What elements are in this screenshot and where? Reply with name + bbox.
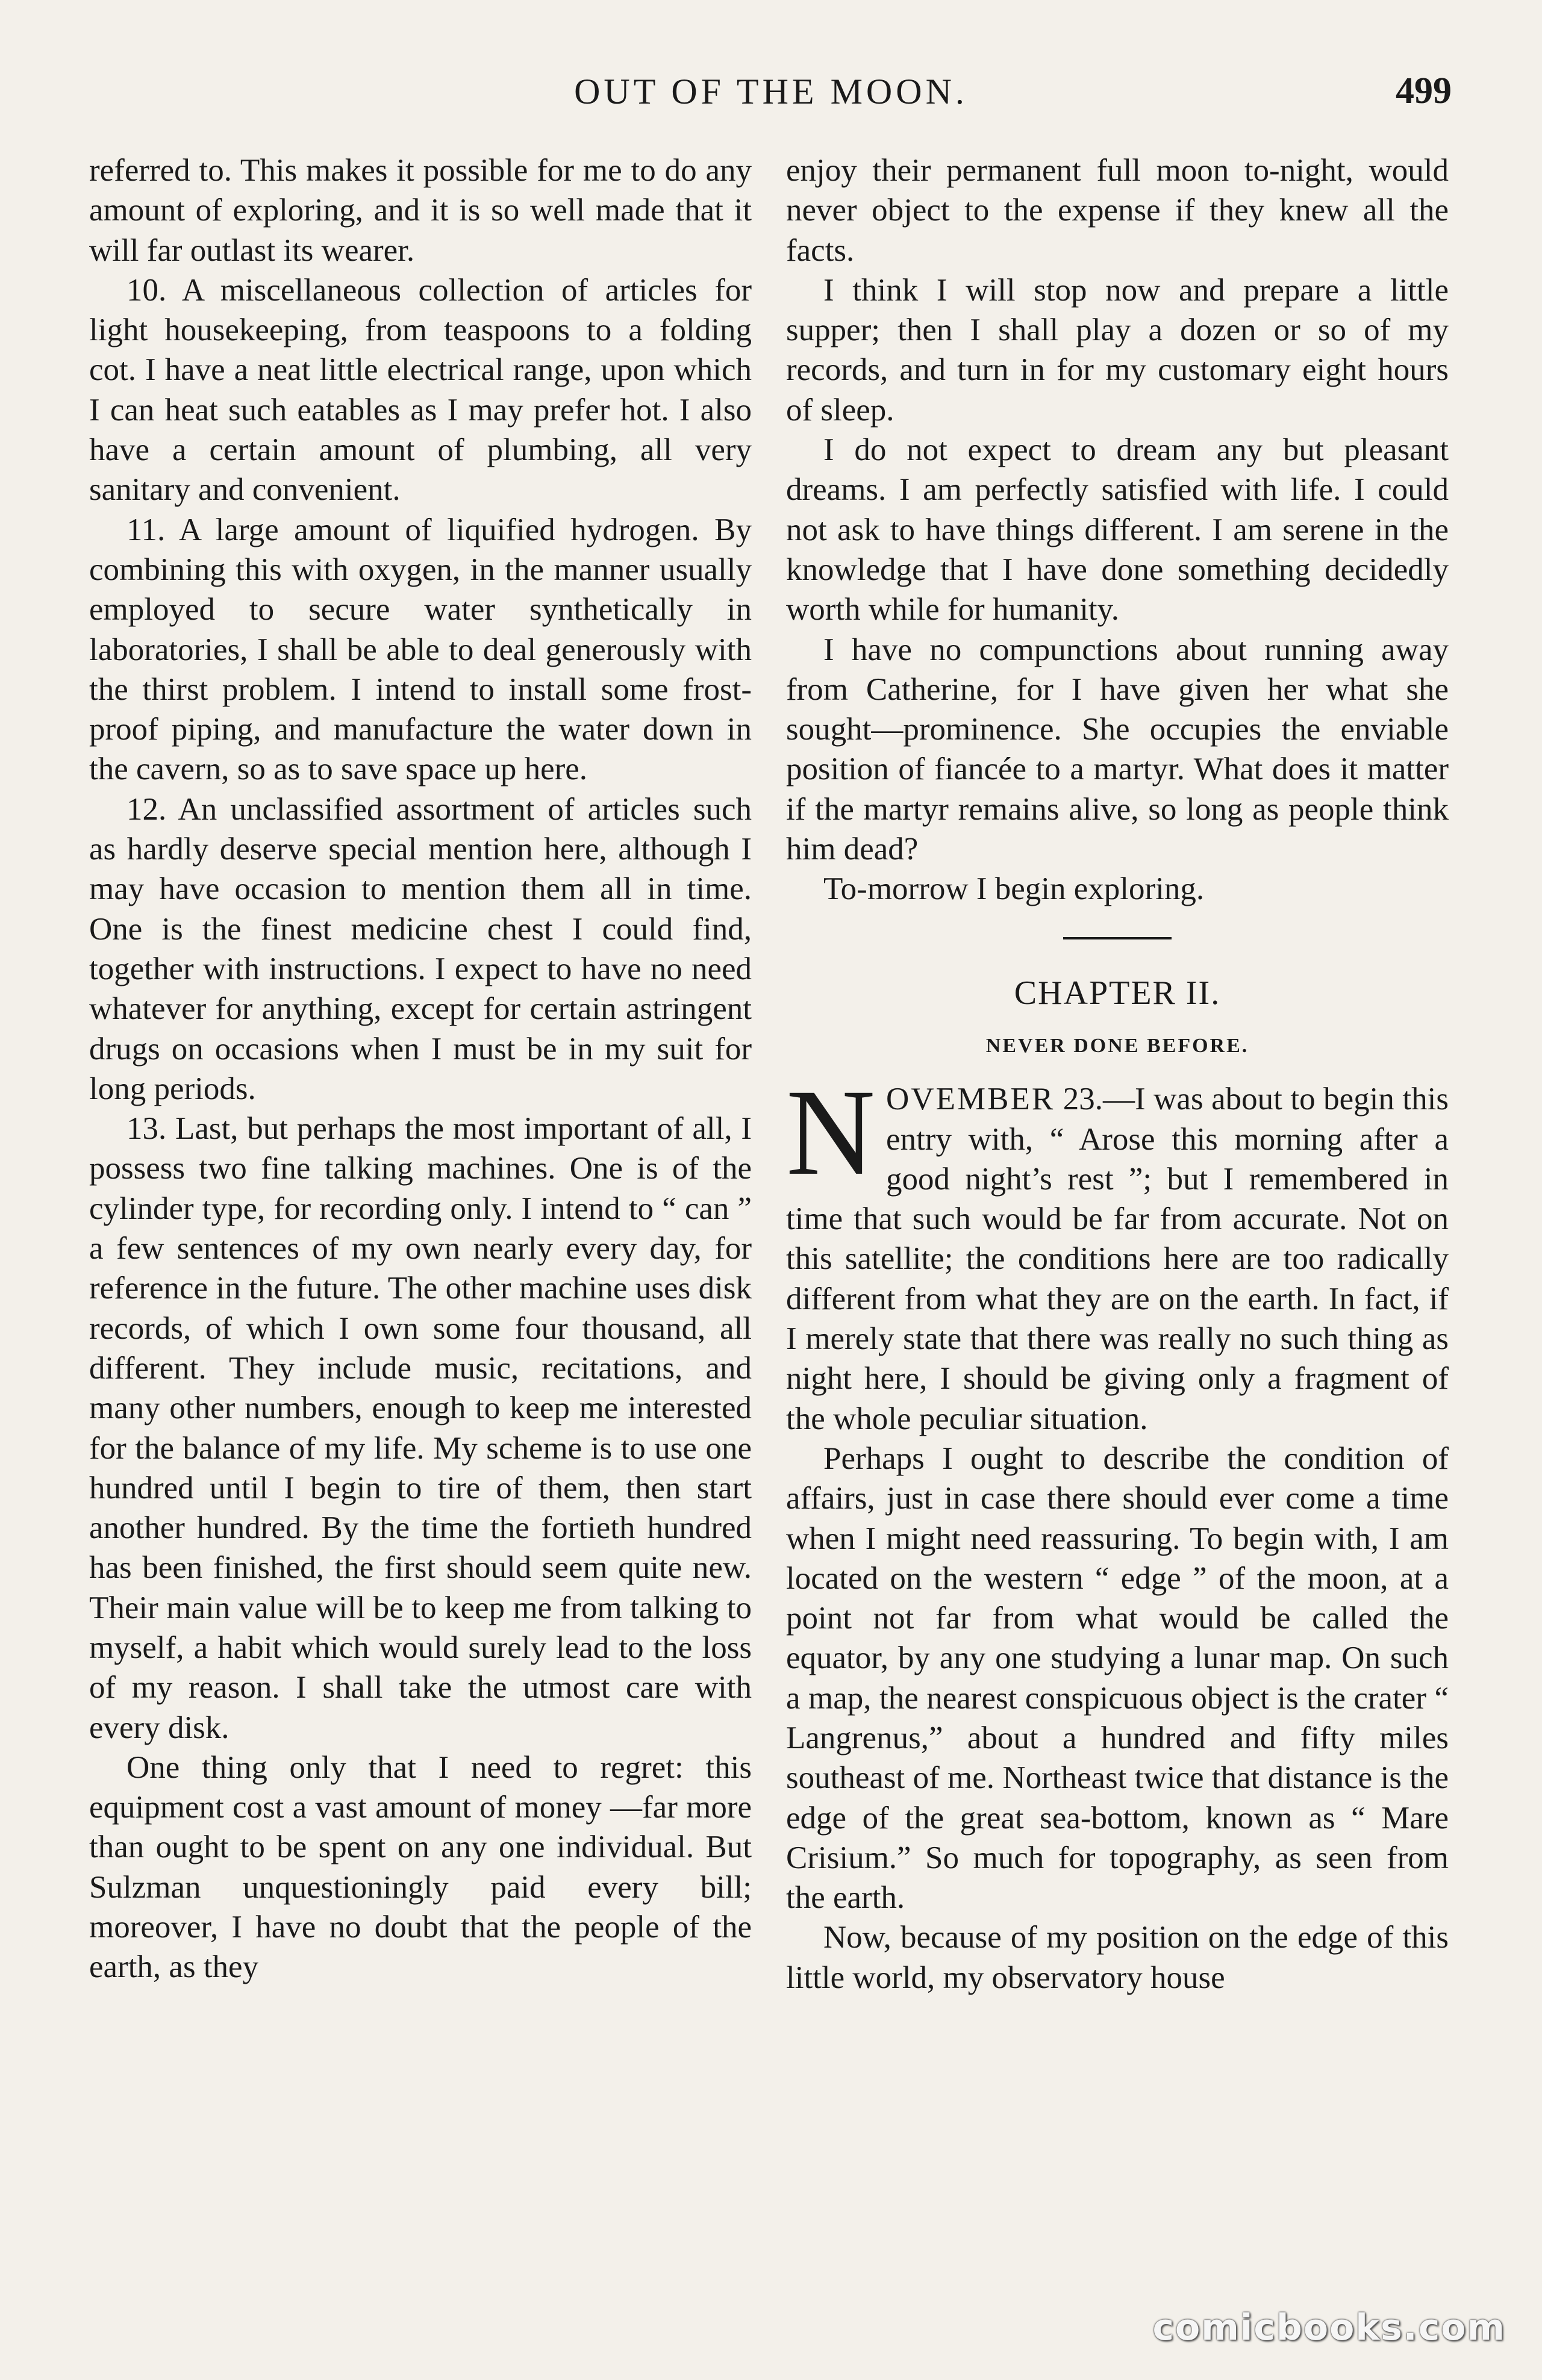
chapter-subtitle: NEVER DONE BEFORE. xyxy=(985,1034,1249,1057)
left-column xyxy=(89,151,752,1987)
paragraph: One thing only that I need to regret: this equipment cost a vast amount of money —far more than ought to be spent on any one individual. But Sulzman unquestioningly paid every bill; moreover, I have no doubt that the people of the earth, as they xyxy=(89,1749,752,1985)
running-title: OUT OF THE MOON. xyxy=(574,72,968,111)
chapter-title: CHAPTER II. xyxy=(1014,974,1221,1012)
paragraph: 11. A large amount of liquified hydrogen. By combining this with oxygen, in the manner usually employed to secure water synthetically in laboratories, I shall be able to deal generously with the thirst problem. I intend to install some frost-proof piping, and manufacture the water down in the cavern, so as to save space up here. xyxy=(89,512,752,787)
right-column xyxy=(786,151,1449,1998)
paragraph: To-morrow I begin exploring. xyxy=(823,871,1205,907)
paragraph: Perhaps I ought to describe the condition of affairs, just in case there should ever come a time when I might need reassuring. To begin with, I am located on the western “ edge ” of the moon, at a point not far from what would be called the equator, by any one studying a lunar map. On such a map, the nearest conspicuous object is the crater “ Langrenus,” about a hundred and fifty miles southeast of me. Northeast twice that distance is the edge of the great sea-bottom, known as “ Mare Crisium.” So much for topography, as seen from the earth. xyxy=(786,1441,1449,1916)
paragraph: I think I will stop now and prepare a little supper; then I shall play a dozen or so of my records, and turn in for my customary eight hours of sleep. xyxy=(786,272,1449,428)
paragraph: 12. An unclassified assortment of articles such as hardly deserve special mention here, although I may have occasion to mention them all in time. One is the finest medicine chest I could find, together with instructions. I expect to have no need whatever for anything, except for certain astringent drugs on occasions when I must be in my suit for long periods. xyxy=(89,791,752,1106)
paragraph: Now, because of my position on the edge of this little world, my observatory house xyxy=(786,1920,1449,1995)
page-header xyxy=(90,71,1452,125)
watermark: comicbooks.com xyxy=(1152,2307,1506,2349)
paragraph: I do not expect to dream any but pleasant dreams. I am perfectly satisfied with life. I could not ask to have things different. I am serene in the knowledge that I have done something decidedly worth while for humanity. xyxy=(786,432,1449,628)
section-divider xyxy=(1063,937,1172,939)
drop-cap: N xyxy=(786,1064,876,1201)
opening-text: 23.—I was about to begin this entry with, “ Arose this morning after a good night’s rest ”; but I remembered in time that such would be far from accurate. Not on this satellite; the conditions here are too radically different from what they are on the earth. In fact, if I merely state that there was really no such thing as night here, I should be giving only a fragment of the whole peculiar situation. xyxy=(786,1082,1449,1436)
page-number: 499 xyxy=(1396,70,1452,111)
paragraph: enjoy their permanent full moon to-night, would never object to the expense if they knew all the facts. xyxy=(786,153,1449,268)
paragraph: 13. Last, but perhaps the most important of all, I possess two fine talking machines. One is of the cylinder type, for recording only. I intend to “ can ” a few sentences of my own nearly every day, for reference in the future. The other machine uses disk records, of which I own some four thousand, all different. They include music, recitations, and many other numbers, enough to keep me interested for the balance of my life. My scheme is to use one hundred until I begin to tire of them, then start another hundred. By the time the fortieth hundred has been finished, the first should seem quite new. Their main value will be to keep me from talking to myself, a habit which would surely lead to the loss of my reason. I shall take the utmost care with every disk. xyxy=(89,1111,752,1745)
paragraph: 10. A miscellaneous collection of articles for light housekeeping, from teaspoons to a folding cot. I have a neat little electrical range, upon which I can heat such eatables as I may prefer hot. I also have a certain amount of plumbing, all very sanitary and convenient. xyxy=(89,272,752,508)
paragraph: referred to. This makes it possible for me to do any amount of exploring, and it is so well made that it will far outlast its wearer. xyxy=(89,153,752,268)
chapter-opening-paragraph xyxy=(786,1064,1449,1439)
opening-lead: OVEMBER xyxy=(886,1082,1055,1117)
paragraph: I have no compunctions about running away from Catherine, for I have given her what she sought—prominence. She occupies the enviable position of fiancée to a martyr. What does it matter if the martyr remains alive, so long as people think him dead? xyxy=(786,632,1449,867)
